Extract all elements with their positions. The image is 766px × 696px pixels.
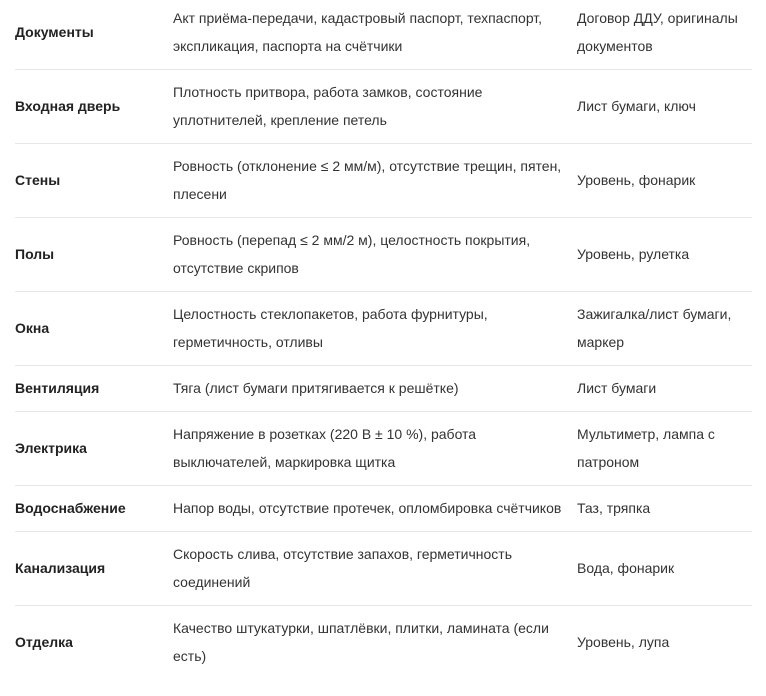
table-row	[15, 144, 752, 218]
row-check-criteria: Тяга (лист бумаги притягивается к решётке)	[173, 380, 459, 396]
row-tools: Таз, тряпка	[577, 500, 651, 516]
row-element: Вентиляция	[15, 380, 100, 396]
row-tools: Лист бумаги	[577, 380, 657, 396]
table-row	[15, 366, 752, 412]
row-tools: Зажигалка/лист бумаги, маркер	[577, 306, 732, 350]
table-row	[15, 486, 752, 532]
row-element: Отделка	[15, 634, 73, 650]
row-element: Документы	[15, 24, 94, 40]
row-tools: Договор ДДУ, оригиналы документов	[577, 10, 738, 54]
row-tools: Уровень, рулетка	[577, 246, 690, 262]
table-row	[15, 532, 752, 606]
table-row	[15, 292, 752, 366]
table-row	[15, 70, 752, 144]
row-element: Стены	[15, 172, 61, 188]
row-element: Электрика	[15, 440, 87, 456]
row-tools: Вода, фонарик	[577, 560, 675, 576]
row-check-criteria: Ровность (перепад ≤ 2 мм/2 м), целостность покрытия, отсутствие скрипов	[173, 232, 531, 276]
row-tools: Лист бумаги, ключ	[577, 98, 696, 114]
row-check-criteria: Акт приёма-передачи, кадастровый паспорт, техпаспорт, экспликация, паспорта на счётчики	[173, 10, 543, 54]
row-check-criteria: Ровность (отклонение ≤ 2 мм/м), отсутствие трещин, пятен, плесени	[173, 158, 562, 202]
row-check-criteria: Напор воды, отсутствие протечек, опломбировка счётчиков	[173, 500, 562, 516]
table-row	[15, 0, 752, 70]
table-body	[15, 0, 752, 679]
row-check-criteria: Плотность притвора, работа замков, состояние уплотнителей, крепление петель	[173, 84, 483, 128]
row-element: Полы	[15, 246, 55, 262]
row-check-criteria: Напряжение в розетках (220 В ± 10 %), работа выключателей, маркировка щитка	[173, 426, 477, 470]
row-tools: Уровень, фонарик	[577, 172, 696, 188]
table-row	[15, 218, 752, 292]
table-row	[15, 606, 752, 680]
row-element: Входная дверь	[15, 98, 121, 114]
row-tools: Мультиметр, лампа с патроном	[577, 426, 715, 470]
row-element: Окна	[15, 320, 50, 336]
row-check-criteria: Скорость слива, отсутствие запахов, герметичность соединений	[173, 546, 513, 590]
row-element: Канализация	[15, 560, 106, 576]
table-row	[15, 412, 752, 486]
row-tools: Уровень, лупа	[577, 634, 670, 650]
inspection-table	[15, 0, 752, 679]
row-element: Водоснабжение	[15, 500, 126, 516]
row-check-criteria: Целостность стеклопакетов, работа фурнитуры, герметичность, отливы	[173, 306, 488, 350]
row-check-criteria: Качество штукатурки, шпатлёвки, плитки, ламината (если есть)	[173, 620, 549, 664]
